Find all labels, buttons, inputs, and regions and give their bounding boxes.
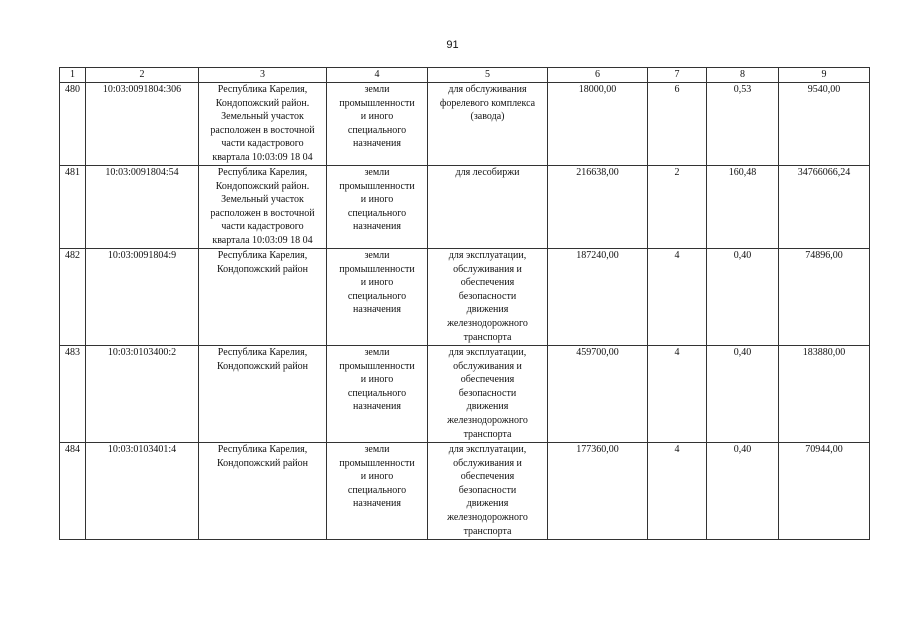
column-header: 1 [60, 68, 86, 83]
cell-permitted-use: для обслуживания форелевого комплекса (завода) [428, 83, 548, 166]
column-header: 9 [779, 68, 870, 83]
cell-number: 481 [60, 166, 86, 249]
cell-value: 34766066,24 [779, 166, 870, 249]
cell-location: Республика Карелия, Кондопожский район [199, 249, 327, 346]
cell-group: 6 [648, 83, 707, 166]
cell-value: 74896,00 [779, 249, 870, 346]
column-header: 2 [86, 68, 199, 83]
column-header: 5 [428, 68, 548, 83]
cell-group: 4 [648, 443, 707, 540]
cell-number: 482 [60, 249, 86, 346]
cell-area: 18000,00 [548, 83, 648, 166]
cell-permitted-use: для эксплуатации, обслуживания и обеспечения безопасности движения железнодорожного транспорта [428, 249, 548, 346]
cell-group: 4 [648, 346, 707, 443]
cell-location: Республика Карелия, Кондопожский район. Земельный участок расположен в восточной части кадастрового квартала 10:03:09 18 04 [199, 83, 327, 166]
cell-location: Республика Карелия, Кондопожский район [199, 443, 327, 540]
cell-land-category: земли промышленности и иного специального назначения [327, 443, 428, 540]
cell-group: 2 [648, 166, 707, 249]
cell-area: 177360,00 [548, 443, 648, 540]
cell-area: 187240,00 [548, 249, 648, 346]
header-row [60, 68, 870, 83]
cell-number: 480 [60, 83, 86, 166]
cell-rate: 0,53 [707, 83, 779, 166]
cell-cadastral-number: 10:03:0091804:54 [86, 166, 199, 249]
cell-rate: 0,40 [707, 443, 779, 540]
cell-rate: 0,40 [707, 249, 779, 346]
cell-value: 183880,00 [779, 346, 870, 443]
column-header: 6 [548, 68, 648, 83]
page-number: 91 [446, 39, 459, 51]
cell-value: 9540,00 [779, 83, 870, 166]
cell-cadastral-number: 10:03:0103401:4 [86, 443, 199, 540]
cell-location: Республика Карелия, Кондопожский район. Земельный участок расположен в восточной части кадастрового квартала 10:03:09 18 04 [199, 166, 327, 249]
cell-rate: 160,48 [707, 166, 779, 249]
cell-cadastral-number: 10:03:0091804:306 [86, 83, 199, 166]
table-row [60, 443, 870, 540]
cell-value: 70944,00 [779, 443, 870, 540]
cell-area: 216638,00 [548, 166, 648, 249]
column-header: 3 [199, 68, 327, 83]
land-registry-table [59, 67, 870, 540]
cell-permitted-use: для лесобиржи [428, 166, 548, 249]
cell-permitted-use: для эксплуатации, обслуживания и обеспечения безопасности движения железнодорожного транспорта [428, 443, 548, 540]
column-header: 4 [327, 68, 428, 83]
table-row [60, 166, 870, 249]
cell-cadastral-number: 10:03:0103400:2 [86, 346, 199, 443]
column-header: 8 [707, 68, 779, 83]
cell-number: 484 [60, 443, 86, 540]
cell-land-category: земли промышленности и иного специального назначения [327, 166, 428, 249]
cell-cadastral-number: 10:03:0091804:9 [86, 249, 199, 346]
table-row [60, 249, 870, 346]
cell-land-category: земли промышленности и иного специального назначения [327, 249, 428, 346]
cell-group: 4 [648, 249, 707, 346]
cell-location: Республика Карелия, Кондопожский район [199, 346, 327, 443]
cell-land-category: земли промышленности и иного специального назначения [327, 346, 428, 443]
table-row [60, 346, 870, 443]
cell-permitted-use: для эксплуатации, обслуживания и обеспечения безопасности движения железнодорожного транспорта [428, 346, 548, 443]
column-header: 7 [648, 68, 707, 83]
table-row [60, 83, 870, 166]
cell-area: 459700,00 [548, 346, 648, 443]
cell-land-category: земли промышленности и иного специального назначения [327, 83, 428, 166]
cell-rate: 0,40 [707, 346, 779, 443]
cell-number: 483 [60, 346, 86, 443]
